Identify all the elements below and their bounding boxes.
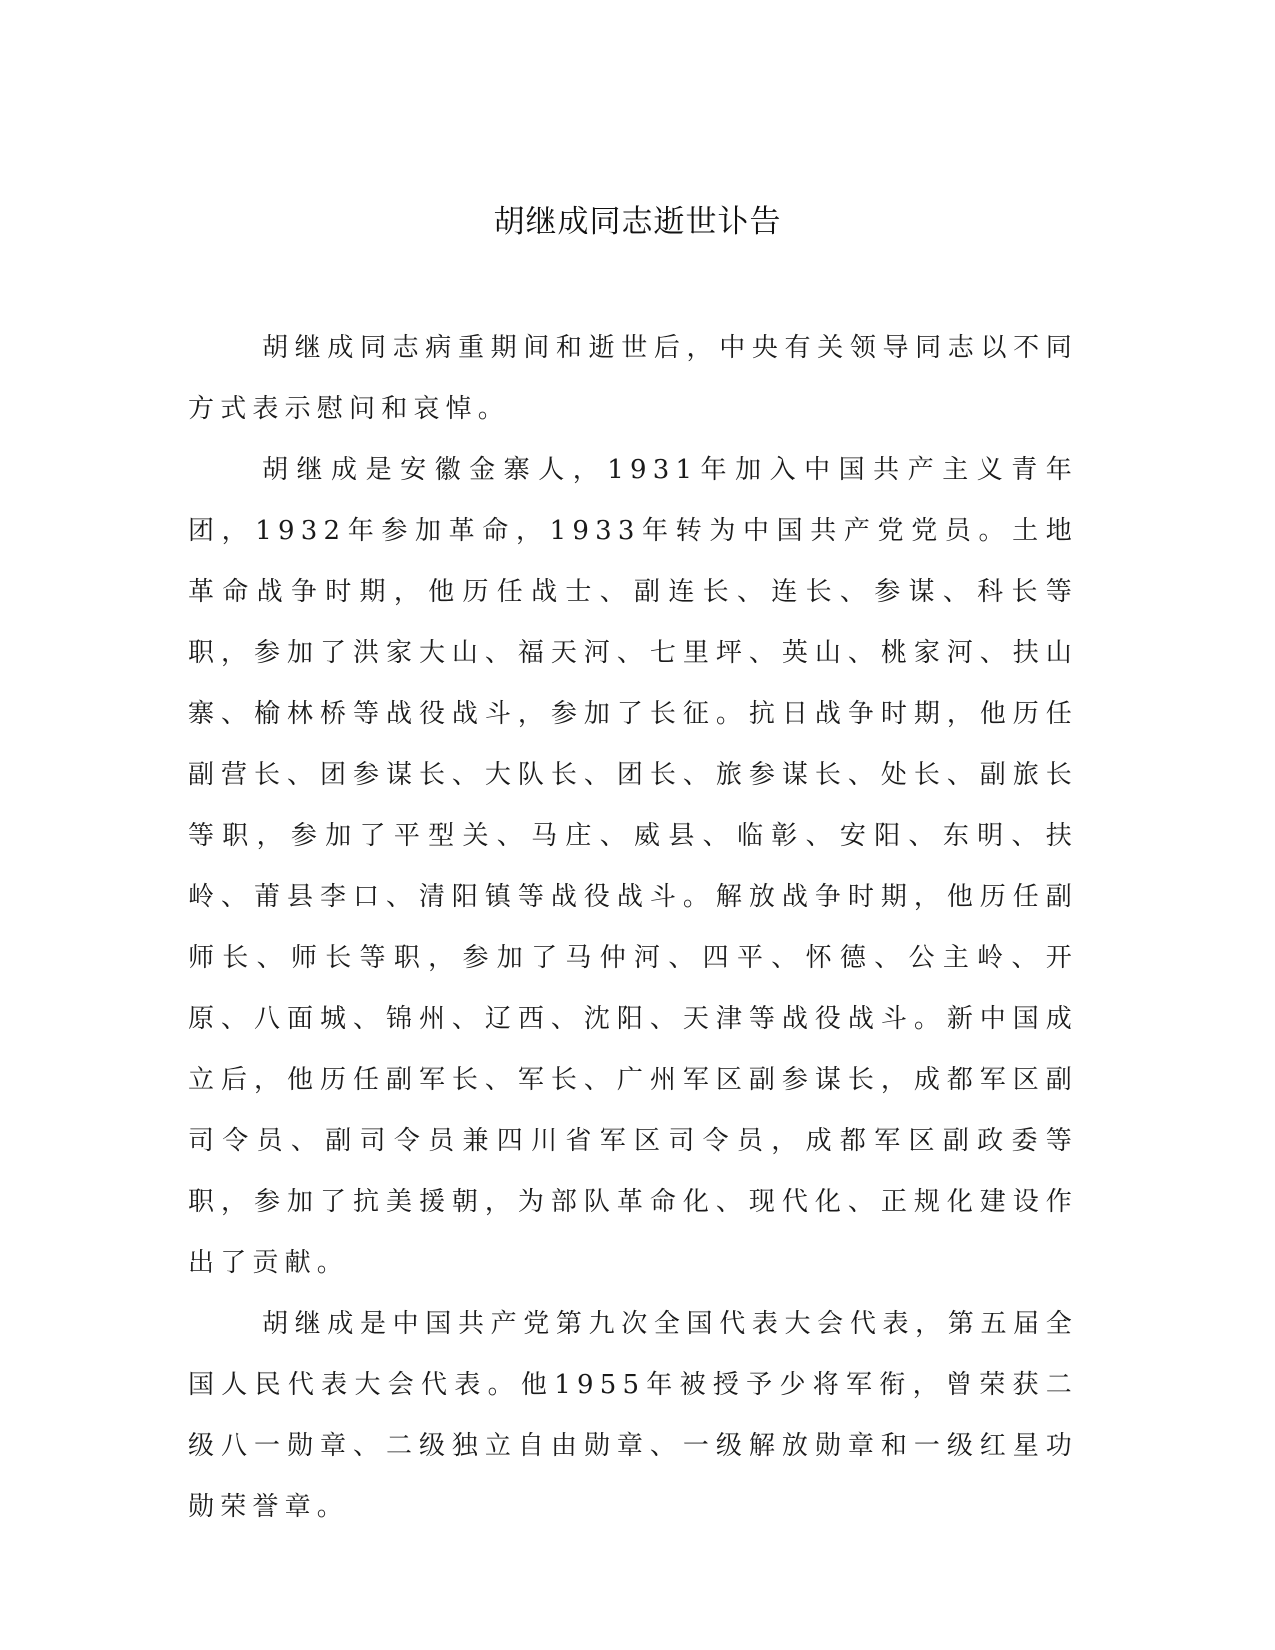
paragraph-condolences: 胡继成同志病重期间和逝世后，中央有关领导同志以不同方式表示慰问和哀悼。: [188, 333, 1078, 424]
paragraph-honors: 胡继成是中国共产党第九次全国代表大会代表，第五届全国人民代表大会代表。他1955年被授予少将军衔，曾荣获二级八一勋章、二级独立自由勋章、一级解放勋章和一级红星功勋荣誉章。: [188, 1309, 1078, 1522]
paragraph-biography: 胡继成是安徽金寨人，1931年加入中国共产主义青年团，1932年参加革命，1933年转为中国共产党党员。土地革命战争时期，他历任战士、副连长、连长、参谋、科长等职，参加了洪家大山、福天河、七里坪、英山、桃家河、扶山寨、榆林桥等战役战斗，参加了长征。抗日战争时期，他历任副营长、团参谋长、大队长、团长、旅参谋长、处长、副旅长等职，参加了平型关、马庄、威县、临彰、安阳、东明、扶岭、莆县李口、清阳镇等战役战斗。解放战争时期，他历任副师长、师长等职，参加了马仲河、四平、怀德、公主岭、开原、八面城、锦州、辽西、沈阳、天津等战役战斗。新中国成立后，他历任副军长、军长、广州军区副参谋长，成都军区副司令员、副司令员兼四川省军区司令员，成都军区副政委等职，参加了抗美援朝，为部队革命化、现代化、正规化建设作出了贡献。: [188, 455, 1078, 1278]
document-body: [188, 318, 1078, 1538]
document-title: 胡继成同志逝世讣告: [493, 204, 782, 240]
